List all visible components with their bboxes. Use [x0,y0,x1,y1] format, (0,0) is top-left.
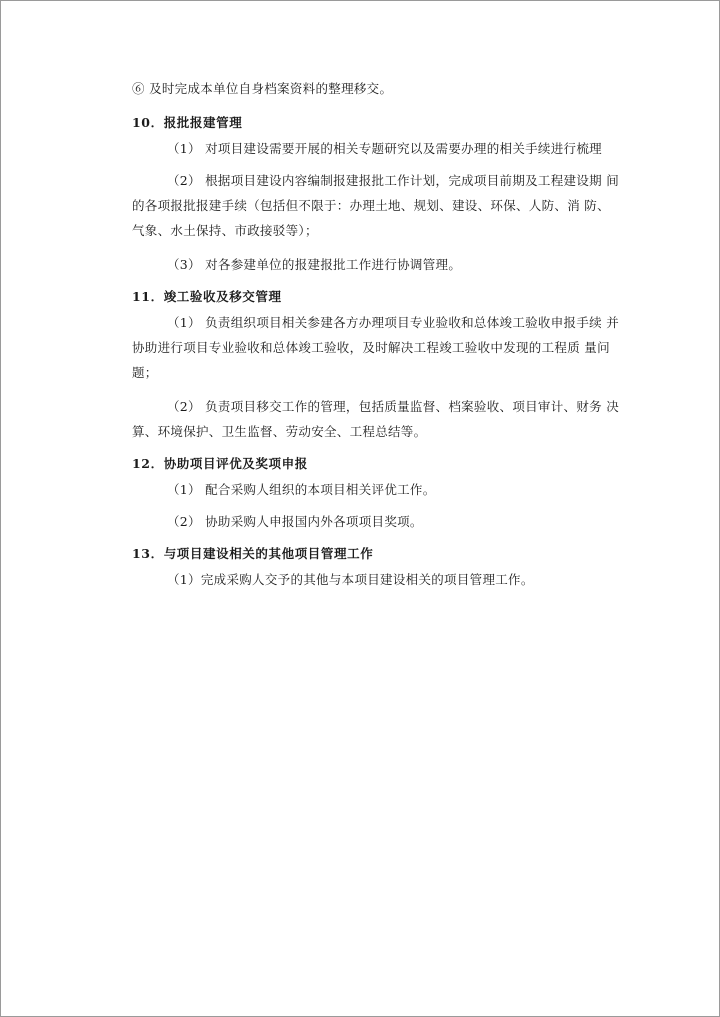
section-13-heading: 13．与项目建设相关的其他项目管理工作 [132,546,374,561]
section-11-line-5: 算、环境保护、卫生监督、劳动安全、工程总结等。 [132,424,427,439]
section-11-heading: 11．竣工验收及移交管理 [132,289,282,304]
section-11-line-2: 协助进行项目专业验收和总体竣工验收，及时解决工程竣工验收中发现的工程质 量问 [132,340,610,355]
section-12-line-2: （2） 协助采购人申报国内外各项项目奖项。 [167,514,423,529]
item-6-text: ⑥ 及时完成本单位自身档案资料的整理移交。 [132,81,393,96]
section-11-line-1: （1） 负责组织项目相关参建各方办理项目专业验收和总体竣工验收申报手续 并 [167,315,620,330]
section-11-line-4: （2） 负责项目移交工作的管理，包括质量监督、档案验收、项目审计、财务 决 [167,399,620,414]
section-12-heading: 12．协助项目评优及奖项申报 [132,456,308,471]
section-10-line-4: 气象、水土保持、市政接驳等）； [132,223,318,238]
section-12-line-1: （1） 配合采购人组织的本项目相关评优工作。 [167,482,436,497]
section-10-heading: 10．报批报建管理 [132,115,243,130]
section-13-line-1: （1）完成采购人交予的其他与本项目建设相关的项目管理工作。 [167,572,534,587]
section-10-line-1: （1） 对项目建设需要开展的相关专题研究以及需要办理的相关手续进行梳理 [167,141,602,156]
section-11-line-3: 题； [132,365,158,380]
section-10-line-5: （3） 对各参建单位的报建报批工作进行协调管理。 [167,257,462,272]
section-10-line-3: 的各项报批报建手续（包括但不限于：办理土地、规划、建设、环保、人防、消 防、 [132,198,610,213]
section-10-line-2: （2） 根据项目建设内容编制报建报批工作计划，完成项目前期及工程建设期 间 [167,173,620,188]
